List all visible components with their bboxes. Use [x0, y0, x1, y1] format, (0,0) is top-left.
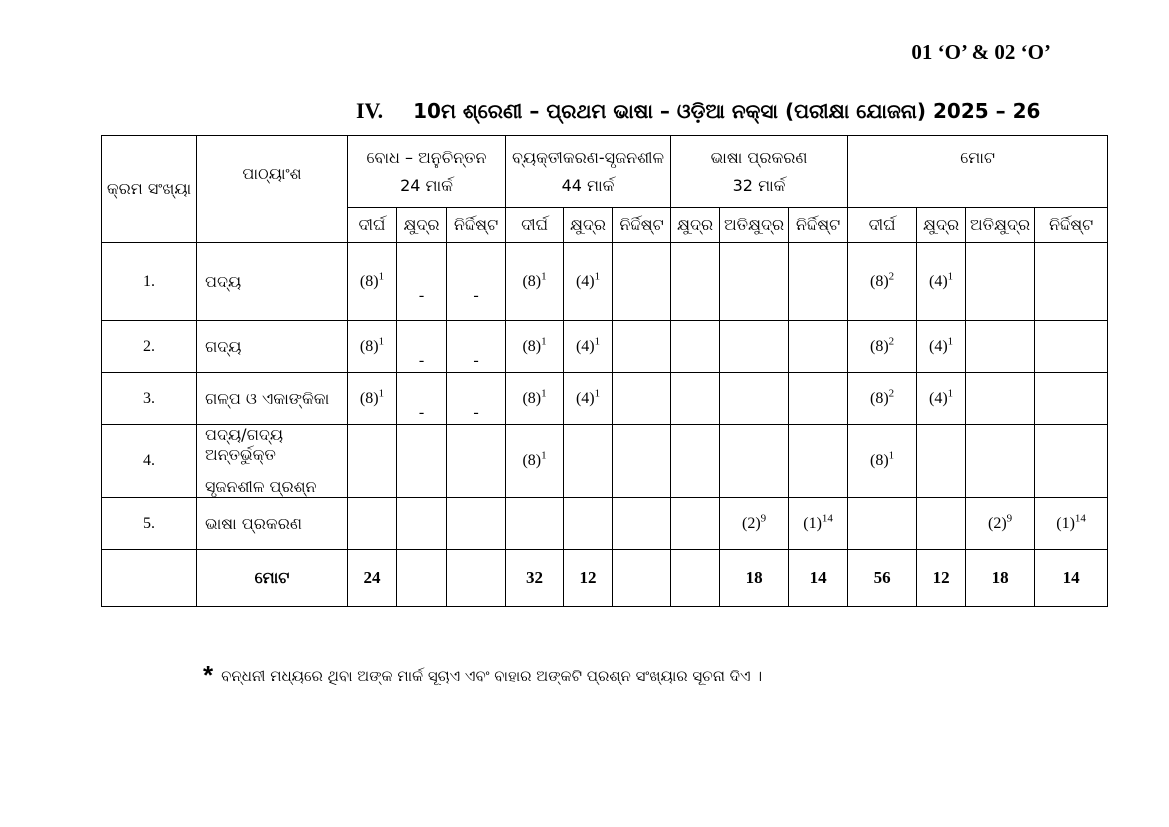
total-value: 32	[506, 550, 564, 607]
total-value: 18	[720, 550, 789, 607]
marks-value: (8)	[870, 272, 889, 290]
total-value: 12	[917, 550, 966, 607]
marks-value: (8)	[522, 337, 542, 355]
marks-value: (8)	[522, 389, 542, 407]
marks-cell	[966, 498, 1035, 550]
marks-value: (1)	[1056, 514, 1075, 532]
marks-value: (2)	[741, 514, 761, 532]
total-value: 24	[348, 550, 397, 607]
empty-cell	[966, 321, 1035, 373]
empty-cell	[447, 425, 506, 498]
title-roman-numeral: IV.	[356, 98, 384, 123]
marks-cell	[564, 243, 613, 321]
marks-cell	[564, 373, 613, 425]
empty-cell	[348, 425, 397, 498]
marks-value: (2)	[988, 514, 1007, 532]
question-count: 1	[594, 270, 601, 283]
marks-cell	[789, 498, 848, 550]
empty-cell	[1035, 243, 1108, 321]
marks-cell	[506, 373, 564, 425]
group-marks: 32 ମାର୍କ	[732, 175, 786, 195]
marks-cell	[848, 321, 917, 373]
table-row	[102, 425, 1108, 498]
empty-cell	[789, 243, 848, 321]
marks-value: (8)	[870, 337, 889, 355]
marks-value: (8)	[870, 389, 889, 407]
empty-cell	[1035, 425, 1108, 498]
empty-cell	[613, 321, 671, 373]
question-count: 1	[947, 335, 954, 348]
row-serial: 4.	[102, 425, 197, 498]
row-section-name	[197, 243, 348, 321]
marks-cell	[848, 373, 917, 425]
question-count: 1	[378, 270, 385, 283]
sub-header-cell: ନିର୍ଦ୍ଦିଷ୍ଟ	[447, 208, 506, 243]
question-count: 1	[378, 335, 385, 348]
empty-cell	[506, 498, 564, 550]
empty-dash-cell	[397, 373, 447, 425]
question-count: 1	[947, 387, 954, 400]
row-section-name	[197, 425, 348, 498]
total-value: 18	[966, 550, 1035, 607]
total-value: 14	[789, 550, 848, 607]
table-row	[102, 373, 1108, 425]
empty-cell	[613, 498, 671, 550]
empty-cell	[789, 373, 848, 425]
row-section-name	[197, 498, 348, 550]
empty-cell	[789, 321, 848, 373]
row-section-line: ଗଦ୍ୟ	[205, 336, 242, 356]
empty-cell	[613, 373, 671, 425]
empty-cell	[1035, 373, 1108, 425]
empty-cell	[917, 425, 966, 498]
footnote	[203, 660, 762, 691]
question-count: 1	[541, 387, 547, 400]
empty-cell	[720, 373, 789, 425]
question-count: 1	[541, 335, 547, 348]
row-section-name	[197, 321, 348, 373]
marks-value: (8)	[359, 389, 379, 407]
dash: -	[418, 286, 425, 304]
empty-cell	[447, 498, 506, 550]
empty-cell	[966, 243, 1035, 321]
sub-header-cell: ଅତିକ୍ଷୁଦ୍ର	[966, 208, 1035, 243]
row-section-line: ସୃଜନଶୀଳ ପ୍ରଶ୍ନ	[205, 477, 317, 496]
marks-value: (4)	[929, 337, 948, 355]
empty-cell	[720, 321, 789, 373]
row-serial: 3.	[102, 373, 197, 425]
empty-cell	[671, 425, 720, 498]
empty-cell	[671, 243, 720, 321]
empty-cell	[966, 373, 1035, 425]
empty-cell	[848, 498, 917, 550]
question-count: 2	[888, 387, 895, 400]
dash: -	[473, 403, 479, 421]
row-section-line: ପଦ୍ୟ	[205, 271, 242, 291]
footnote-text: ବନ୍ଧନୀ ମଧ୍ୟରେ ଥିବା ଅଙ୍କ ମାର୍କ ସୂଚାଏ ଏବଂ ବାହାର ଅଙ୍କଟି ପ୍ରଶ୍ନ ସଂଖ୍ୟାର ସୂଚନା ଦିଏ ।	[221, 666, 763, 685]
sub-header-cell: କ୍ଷୁଦ୍ର	[397, 208, 447, 243]
document-code: 01 ‘O’ & 02 ‘O’	[911, 40, 1051, 64]
marks-value: (8)	[359, 272, 379, 290]
total-value: 14	[1035, 550, 1108, 607]
exam-plan-table	[101, 135, 1108, 607]
empty-cell	[966, 425, 1035, 498]
empty-cell	[613, 425, 671, 498]
empty-cell	[564, 498, 613, 550]
sub-header-cell: କ୍ଷୁଦ୍ର	[564, 208, 613, 243]
marks-cell	[848, 243, 917, 321]
marks-cell	[1035, 498, 1108, 550]
marks-cell	[506, 243, 564, 321]
total-value: 56	[848, 550, 917, 607]
marks-cell	[348, 373, 397, 425]
header-serial: କ୍ରମ ସଂଖ୍ୟା	[102, 136, 197, 243]
marks-cell	[348, 321, 397, 373]
question-count: 1	[541, 270, 547, 283]
marks-cell	[564, 321, 613, 373]
sub-header-cell: ଦୀର୍ଘ	[348, 208, 397, 243]
empty-cell	[671, 321, 720, 373]
empty-cell	[789, 425, 848, 498]
footnote-star: *	[203, 660, 214, 690]
title-text: 10ମ ଶ୍ରେଣୀ – ପ୍ରଥମ ଭାଷା – ଓଡ଼ିଆ ନକ୍ସା (ପରୀକ୍ଷା ଯୋଜନା) 2025 – 26	[413, 99, 1041, 123]
question-count: 1	[888, 449, 895, 462]
marks-cell	[506, 425, 564, 498]
empty-dash-cell	[397, 321, 447, 373]
empty-cell	[397, 425, 447, 498]
question-count: 1	[947, 270, 954, 283]
marks-cell	[917, 373, 966, 425]
row-serial: 5.	[102, 498, 197, 550]
total-label: ମୋଟ	[197, 550, 348, 607]
empty-cell	[397, 550, 447, 607]
empty-cell	[671, 550, 720, 607]
header-group-creative	[506, 136, 671, 208]
empty-dash-cell	[447, 321, 506, 373]
empty-cell	[613, 243, 671, 321]
row-section-line: ଭାଷା ପ୍ରକରଣ	[205, 513, 302, 533]
marks-value: (8)	[359, 337, 379, 355]
question-count: 1	[594, 335, 601, 348]
sub-header-cell: ନିର୍ଦ୍ଦିଷ୍ଟ	[1035, 208, 1108, 243]
empty-cell	[348, 498, 397, 550]
group-marks: 44 ମାର୍କ	[561, 175, 615, 195]
dash: -	[418, 351, 425, 369]
empty-cell	[447, 550, 506, 607]
table-row	[102, 243, 1108, 321]
empty-dash-cell	[447, 373, 506, 425]
page-title	[356, 98, 1040, 124]
sub-header-cell: କ୍ଷୁଦ୍ର	[917, 208, 966, 243]
header-group-comprehension	[348, 136, 506, 208]
question-count: 2	[888, 335, 895, 348]
group-name: ବୋଧ – ଅନୁଚିନ୍ତନ	[366, 147, 487, 167]
sub-header-cell: ଅତିକ୍ଷୁଦ୍ର	[720, 208, 789, 243]
row-serial: 1.	[102, 243, 197, 321]
row-section-name	[197, 373, 348, 425]
empty-cell	[720, 243, 789, 321]
question-count: 9	[760, 512, 767, 525]
marks-cell	[720, 498, 789, 550]
empty-cell	[397, 498, 447, 550]
row-section-line: ଗଳ୍ପ ଓ ଏକାଙ୍କିକା	[205, 388, 330, 408]
marks-value: (4)	[929, 272, 948, 290]
total-value: 12	[564, 550, 613, 607]
dash: -	[473, 351, 479, 369]
empty-cell	[917, 498, 966, 550]
marks-cell	[917, 321, 966, 373]
total-row	[102, 550, 1108, 607]
marks-value: (1)	[803, 514, 822, 532]
empty-dash-cell	[447, 243, 506, 321]
marks-cell	[506, 321, 564, 373]
marks-value: (4)	[929, 389, 948, 407]
dash: -	[418, 403, 425, 421]
question-count: 14	[1074, 512, 1086, 525]
question-count: 1	[378, 387, 385, 400]
marks-value: (4)	[575, 337, 595, 355]
header-group-total: ମୋଟ	[848, 136, 1108, 208]
empty-cell	[102, 550, 197, 607]
marks-value: (8)	[522, 452, 542, 469]
question-count: 9	[1006, 512, 1013, 525]
empty-dash-cell	[397, 243, 447, 321]
empty-cell	[1035, 321, 1108, 373]
empty-cell	[613, 550, 671, 607]
table-row	[102, 498, 1108, 550]
group-marks: 24 ମାର୍କ	[400, 175, 453, 195]
sub-header-cell: କ୍ଷୁଦ୍ର	[671, 208, 720, 243]
dash: -	[473, 286, 479, 304]
header-group-grammar	[671, 136, 848, 208]
marks-cell	[348, 243, 397, 321]
group-name: ବ୍ୟକ୍ତୀକରଣ-ସୃଜନଶୀଳ	[511, 147, 665, 167]
empty-cell	[720, 425, 789, 498]
sub-header-cell: ଦୀର୍ଘ	[506, 208, 564, 243]
sub-header-cell: ନିର୍ଦ୍ଦିଷ୍ଟ	[789, 208, 848, 243]
table-row	[102, 321, 1108, 373]
marks-value: (8)	[870, 452, 889, 469]
empty-cell	[671, 373, 720, 425]
row-serial: 2.	[102, 321, 197, 373]
question-count: 14	[821, 512, 833, 525]
question-count: 1	[594, 387, 601, 400]
group-name: ଭାଷା ପ୍ରକରଣ	[710, 147, 808, 167]
row-section-line: ପଦ୍ୟ/ଗଦ୍ୟ ଅନ୍ତର୍ଭୁକ୍ତ	[205, 425, 284, 464]
marks-cell	[848, 425, 917, 498]
sub-header-cell: ନିର୍ଦ୍ଦିଷ୍ଟ	[613, 208, 671, 243]
marks-cell	[917, 243, 966, 321]
question-count: 2	[888, 270, 895, 283]
empty-cell	[564, 425, 613, 498]
header-section: ପାଠ୍ୟାଂଶ	[197, 136, 348, 243]
empty-cell	[671, 498, 720, 550]
sub-header-cell: ଦୀର୍ଘ	[848, 208, 917, 243]
marks-value: (8)	[522, 272, 542, 290]
marks-value: (4)	[575, 389, 595, 407]
marks-value: (4)	[575, 272, 595, 290]
question-count: 1	[541, 449, 547, 462]
